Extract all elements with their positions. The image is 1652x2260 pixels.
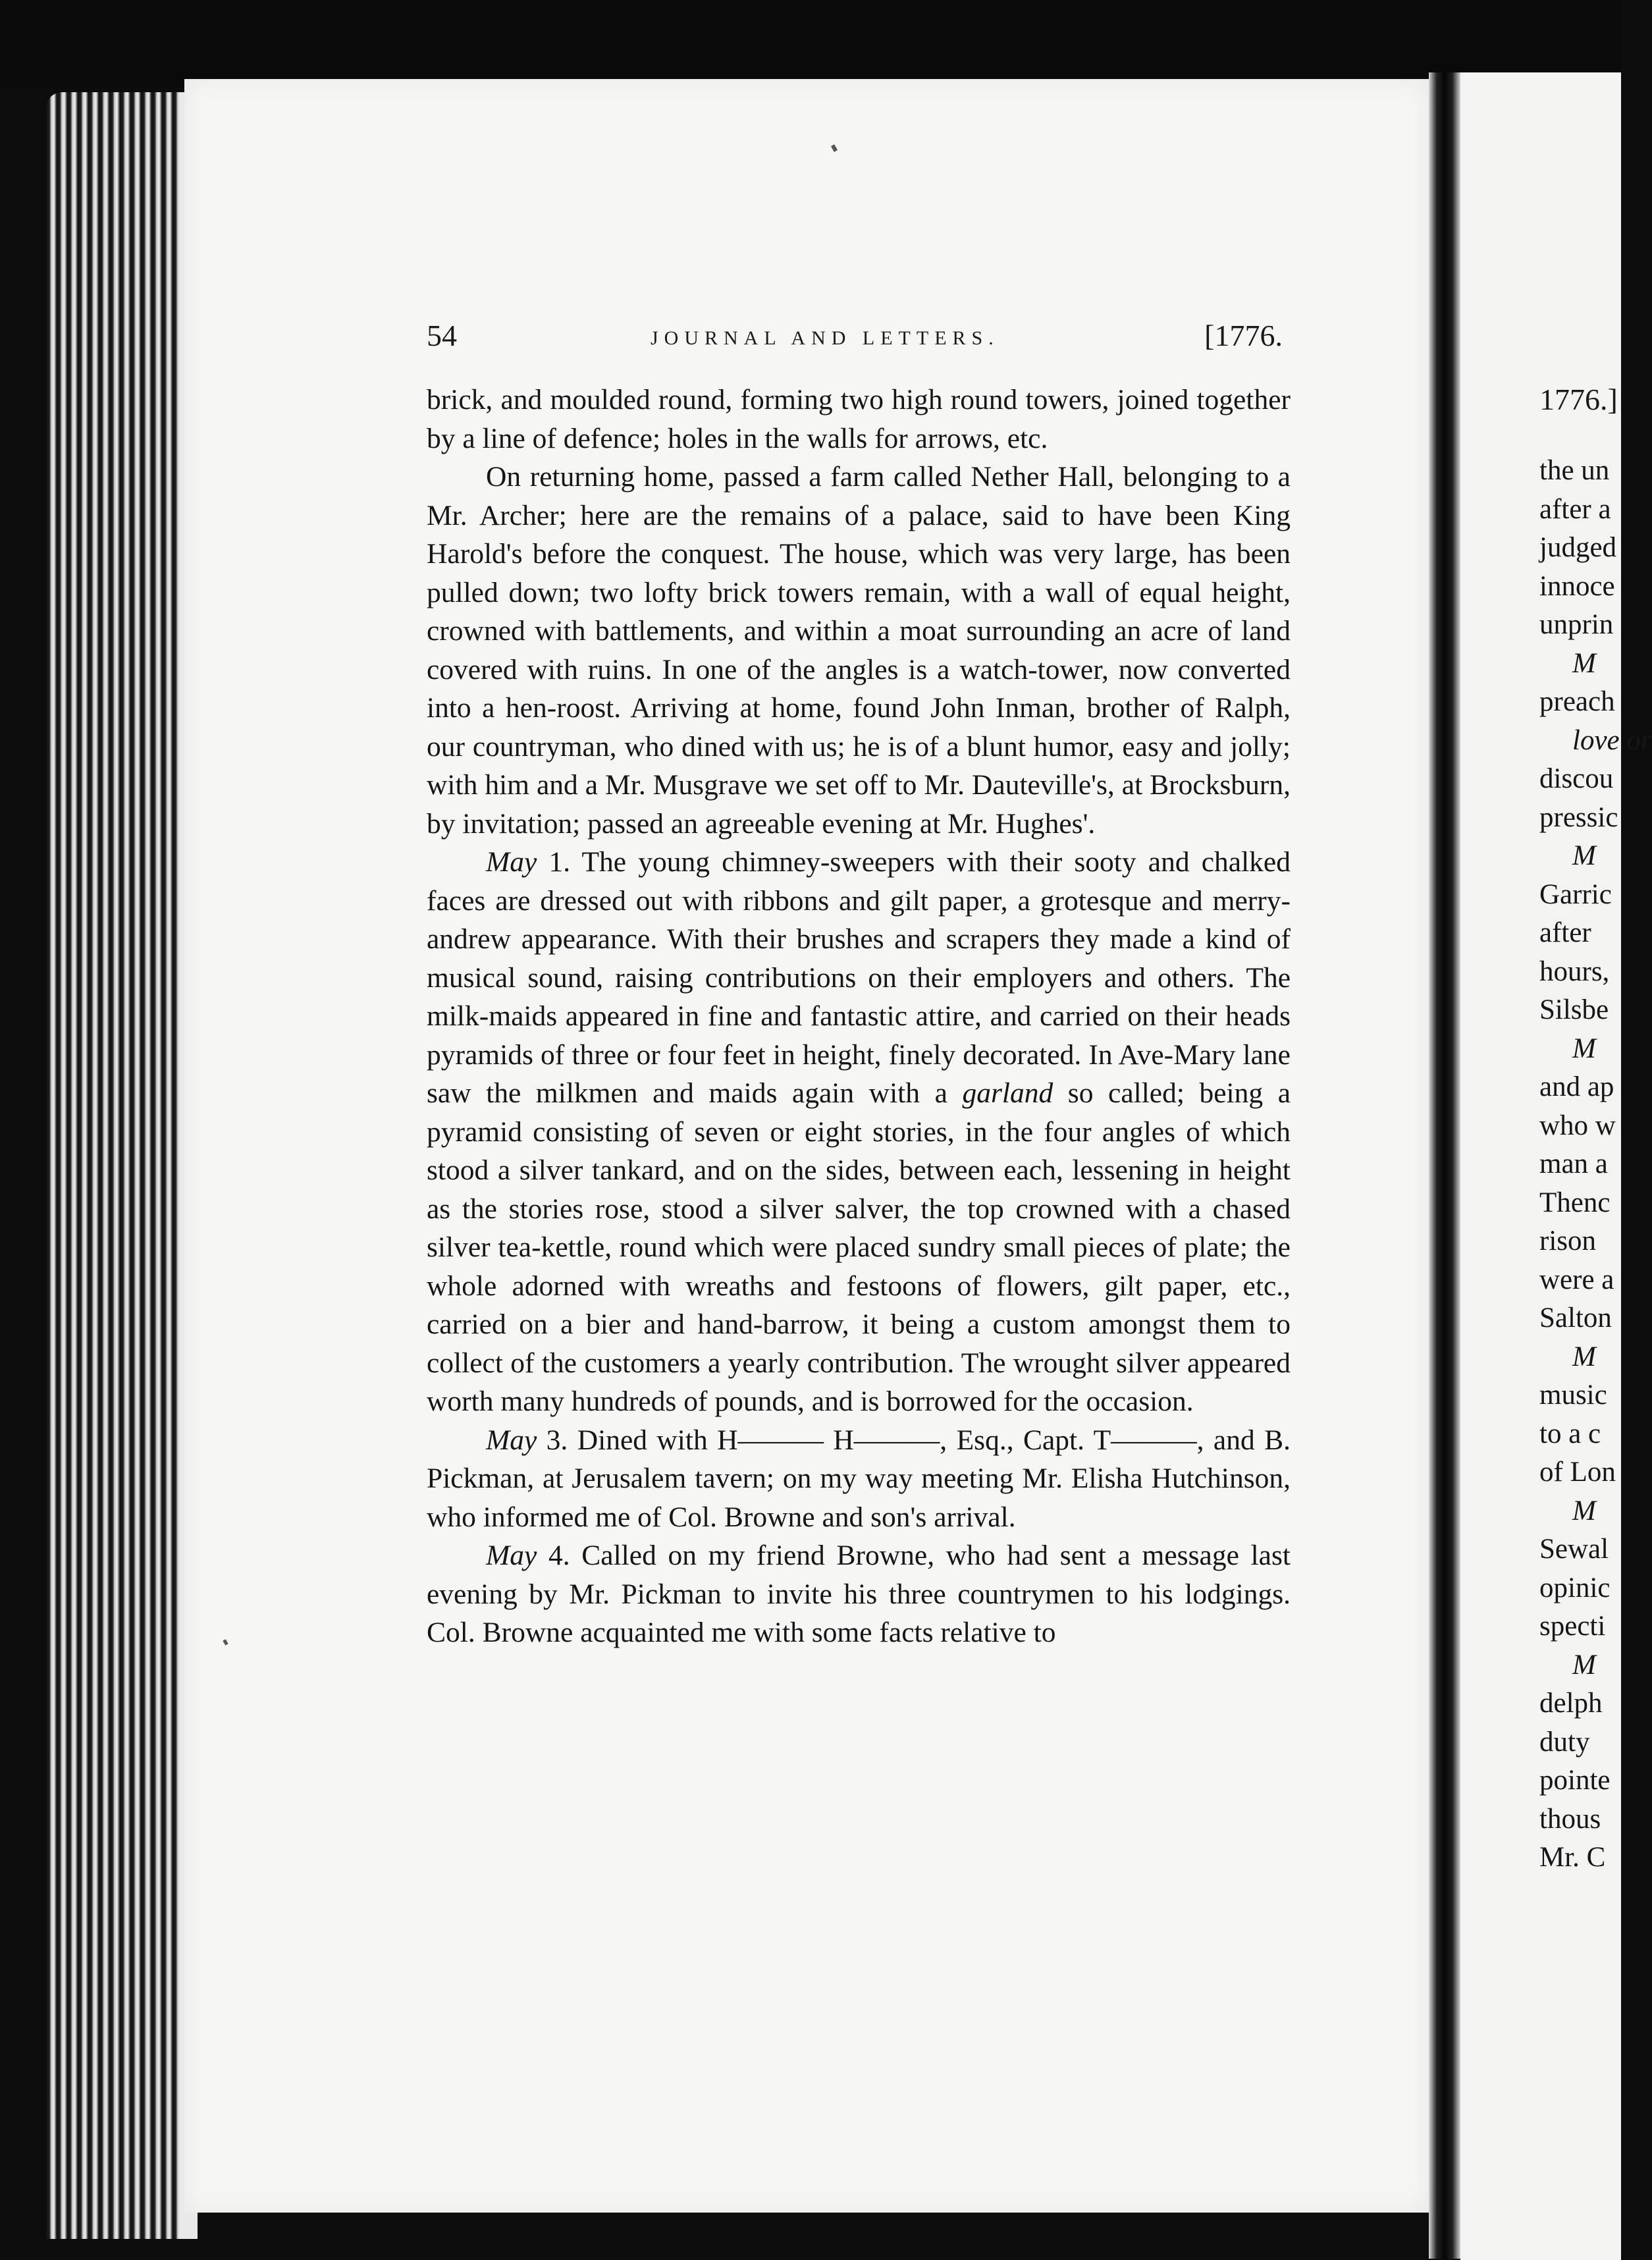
right-page-year: 1776.] [1539, 383, 1618, 416]
right-page-line: opinic [1539, 1572, 1611, 1603]
body-text [427, 381, 1291, 1652]
entry-date: May [486, 1424, 537, 1456]
page-year: [1776. [1204, 319, 1283, 352]
page-header [427, 318, 1283, 364]
paragraph-nether-hall [427, 458, 1291, 843]
right-page-line: preach [1539, 686, 1615, 717]
paragraph-text: 3. Dined with H——— H———, Esq., Capt. T———, and B. Pickman, at Jerusalem tavern; on my way meeting Mr. Elisha Hutchinson, who informed me of Col. Browne and son's arrival. [427, 1424, 1291, 1533]
emphasis-garland: garland [962, 1077, 1053, 1109]
right-page-line: unprin [1539, 609, 1614, 640]
right-page-line: specti [1539, 1611, 1606, 1642]
right-page-fragment [1460, 72, 1652, 2260]
paragraph-text: On returning home, passed a farm called Nether Hall, belonging to a Mr. Archer; here are the remains of a palace, said to have been King Harold's before the conquest. The house, which was very large, has been pulled down; two lofty brick towers remain, with a wall of equal height, crowned with battlements, and within a moat surrounding an acre of land covered with ruins. In one of the angles is a watch-tower, now converted into a hen-roost. Arriving at home, found John Inman, brother of Ralph, our countryman, who dined with us; he is of a blunt humor, easy and jolly; with him and a Mr. Musgrave we set off to Mr. Dauteville's, at Brocksburn, by invitation; passed an agreeable evening at Mr. Hughes'. [427, 461, 1291, 840]
paragraph-may-1 [427, 843, 1291, 1421]
right-page-line: M [1572, 1341, 1596, 1372]
right-page-line: Sewal [1539, 1534, 1609, 1565]
right-page-line: M [1572, 1033, 1596, 1064]
right-page-line: Garric [1539, 878, 1612, 910]
running-head: JOURNAL AND LETTERS. [651, 327, 999, 349]
right-page-line: thous [1539, 1803, 1601, 1835]
right-page-line: M [1572, 840, 1596, 871]
right-page-line: were a [1539, 1264, 1614, 1295]
right-page-line: the un [1539, 455, 1610, 486]
right-page-line: and ap [1539, 1071, 1614, 1102]
entry-date: May [486, 846, 537, 878]
right-page-line: after a [1539, 493, 1611, 525]
right-page-line: after [1539, 917, 1591, 948]
dust-speck [831, 144, 838, 152]
right-page-line: Silsbe [1539, 994, 1609, 1025]
paragraph-text: brick, and moulded round, forming two high round towers, joined together by a line of defence; holes in the walls for arrows, etc. [427, 384, 1291, 454]
right-page-line: Thenc [1539, 1187, 1611, 1218]
right-page-line: Mr. C [1539, 1842, 1606, 1873]
right-page-line: to a c [1539, 1418, 1601, 1449]
right-page-line: hours, [1539, 955, 1610, 987]
right-page-line: pointe [1539, 1765, 1611, 1796]
paragraph-may-3 [427, 1421, 1291, 1537]
right-page-line: discou [1539, 763, 1614, 794]
right-page-line: judged [1539, 532, 1617, 563]
right-page-line: innoce [1539, 570, 1615, 602]
dust-speck [223, 1639, 228, 1645]
paragraph-text: so called; being a pyramid consisting of seven or eight stories, in the four angles of which stood a silver tankard, and on the sides, between each, lessening in height as the stories rose, stood a silver salver, the top crowned with a chased silver tea-kettle, round which were placed sundry small pieces of plate; the whole adorned with wreaths and festoons of flowers, gilt paper, etc., carried on a bier and hand-barrow, it being a custom amongst them to collect of the customers a yearly contribution. The wrought silver appeared worth many hundreds of pounds, and is borrowed for the occasion. [427, 1077, 1291, 1417]
stacked-page-edges [46, 92, 198, 2239]
right-page-line: man a [1539, 1148, 1608, 1179]
right-page-line: who w [1539, 1110, 1616, 1141]
paragraph-may-4 [427, 1536, 1291, 1652]
right-page-line: duty [1539, 1726, 1590, 1758]
right-page-line: love or [1572, 724, 1652, 756]
book-gutter [1429, 72, 1460, 2259]
paragraph-text: 4. Called on my friend Browne, who had sent a message last evening by Mr. Pickman to invite his three countrymen to his lodgings. Col. Browne acquainted me with some facts relative to [427, 1540, 1291, 1648]
right-page-line: delph [1539, 1688, 1603, 1719]
entry-date: May [486, 1540, 537, 1571]
right-page-line: M [1572, 647, 1596, 679]
right-page-line: M [1572, 1495, 1596, 1526]
right-page-line: M [1572, 1649, 1596, 1681]
right-page-line: music [1539, 1380, 1607, 1411]
right-page-line: of Lon [1539, 1457, 1616, 1488]
paragraph-text: 1. The young chimney-sweepers with their sooty and chalked faces are dressed out with ribbons and gilt paper, a grotesque and merry-andrew appearance. With their brushes and scrapers they made a kind of musical sound, raising contributions on their employers and others. The milk-maids appeared in fine and fantastic attire, and carried on their heads pyramids of three or four feet in height, finely decorated. In Ave-Mary lane saw the milkmen and maids again with a [427, 846, 1291, 1109]
scan-top-border [0, 0, 1621, 86]
right-page-line: rison [1539, 1225, 1596, 1256]
right-page-line: Salton [1539, 1303, 1612, 1333]
right-page-line: pressic [1539, 801, 1618, 833]
page-number: 54 [427, 319, 457, 352]
paragraph-continuation [427, 381, 1291, 458]
